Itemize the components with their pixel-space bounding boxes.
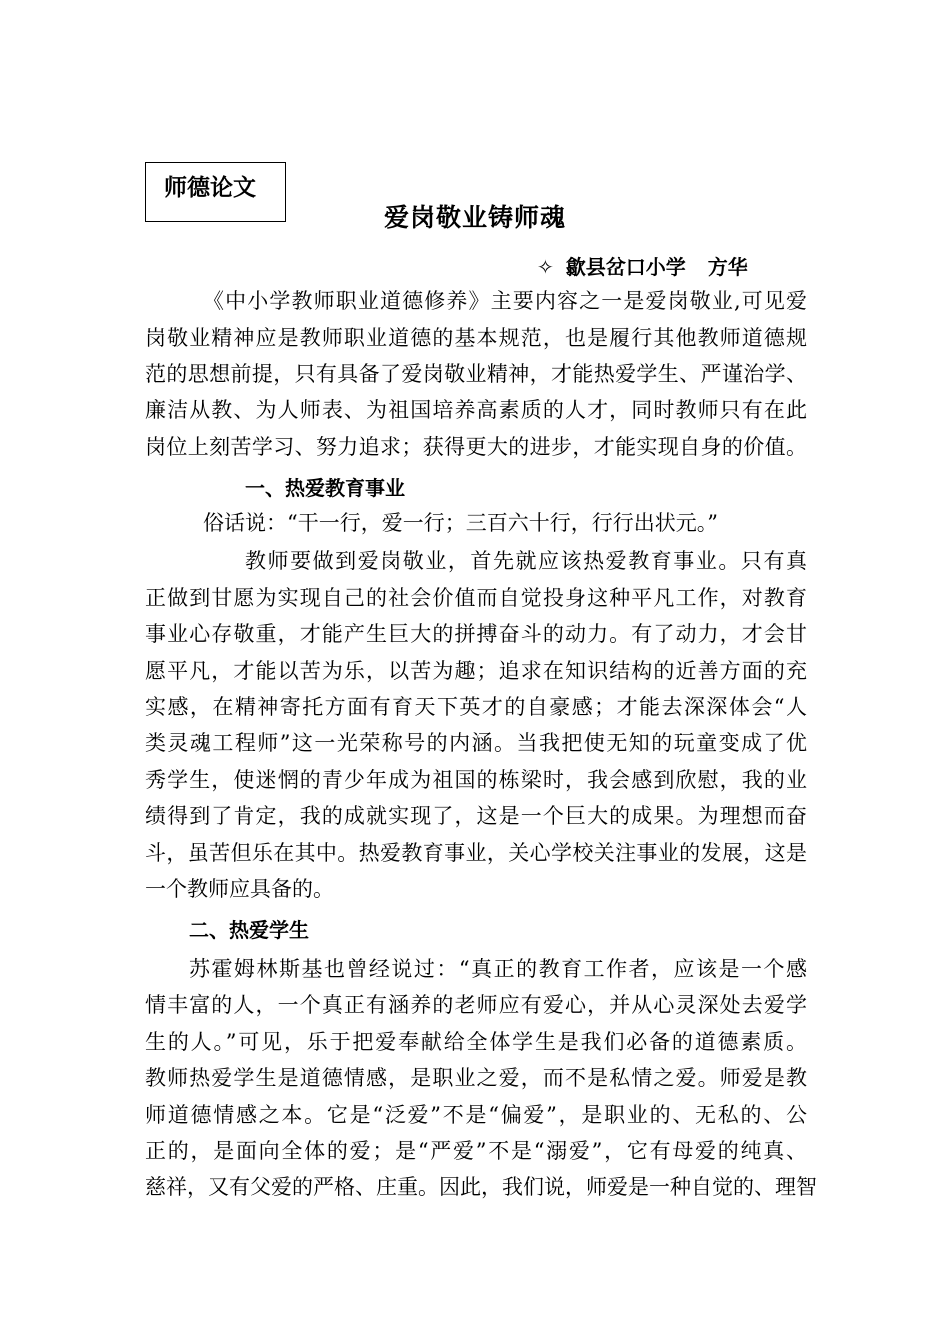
paragraph-line: 廉洁从教、为人师表、为祖国培养高素质的人才，同时教师只有在此 <box>145 398 807 422</box>
paragraph-line: 一个教师应具备的。 <box>145 877 334 901</box>
paragraph-line: 俗话说：“干一行，爱一行；三百六十行，行行出状元。” <box>203 511 718 535</box>
author-school: 歙县岔口小学 <box>565 255 686 279</box>
paragraph-line: 《中小学教师职业道德修养》主要内容之一是爱岗敬业,可见爱 <box>203 289 807 313</box>
paragraph-line: 正的，是面向全体的爱；是“严爱”不是“溺爱”，它有母爱的纯真、 <box>145 1139 807 1163</box>
author-name: 方华 <box>707 255 748 279</box>
paragraph-line: 正做到甘愿为实现自己的社会价值而自觉投身这种平凡工作，对教育 <box>145 586 807 610</box>
paragraph-line: 慈祥，又有父爱的严格、庄重。因此，我们说，师爱是一种自觉的、理智 <box>145 1175 817 1199</box>
paragraph-line: 情丰富的人，一个真正有涵养的老师应有爱心，并从心灵深处去爱学 <box>145 993 807 1017</box>
paragraph-line: 岗位上刻苦学习、努力追求；获得更大的进步，才能实现自身的价值。 <box>145 435 807 459</box>
paragraph-line: 秀学生，使迷惘的青少年成为祖国的栋梁时，我会感到欣慰，我的业 <box>145 768 807 792</box>
paragraph-line: 类灵魂工程师”这一光荣称号的内涵。当我把使无知的玩童变成了优 <box>145 731 807 755</box>
section-heading: 一、热爱教育事业 <box>245 476 405 500</box>
paragraph-line: 苏霍姆林斯基也曾经说过：“真正的教育工作者，应该是一个感 <box>189 957 807 981</box>
paragraph-line: 教师热爱学生是道德情感，是职业之爱，而不是私情之爱。师爱是教 <box>145 1066 807 1090</box>
paragraph-line: 愿平凡，才能以苦为乐，以苦为趣；追求在知识结构的近善方面的充 <box>145 659 807 683</box>
paragraph-line: 教师要做到爱岗敬业，首先就应该热爱教育事业。只有真 <box>245 549 807 573</box>
article-title: 爱岗敬业铸师魂 <box>383 203 566 232</box>
paragraph-line: 范的思想前提，只有具备了爱岗敬业精神，才能热爱学生、严谨治学、 <box>145 362 807 386</box>
paragraph-line: 生的人。”可见，乐于把爱奉献给全体学生是我们必备的道德素质。 <box>145 1030 807 1054</box>
section-heading: 二、热爱学生 <box>189 918 309 942</box>
paragraph-line: 绩得到了肯定，我的成就实现了，这是一个巨大的成果。为理想而奋 <box>145 804 807 828</box>
paragraph-line: 实感，在精神寄托方面有育天下英才的自豪感；才能去深深体会“人 <box>145 695 807 719</box>
paragraph-line: 事业心存敬重，才能产生巨大的拼搏奋斗的动力。有了动力，才会甘 <box>145 622 807 646</box>
paragraph-line: 斗，虽苦但乐在其中。热爱教育事业，关心学校关注事业的发展，这是 <box>145 841 807 865</box>
paragraph-line: 岗敬业精神应是教师职业道德的基本规范，也是履行其他教师道德规 <box>145 326 807 350</box>
author-line <box>537 251 748 280</box>
diamond-bullet-icon: ✧ <box>537 255 554 279</box>
paragraph-line: 师道德情感之本。它是“泛爱”不是“偏爱”，是职业的、无私的、公 <box>145 1103 807 1127</box>
article-category-label: 师德论文 <box>164 175 256 201</box>
